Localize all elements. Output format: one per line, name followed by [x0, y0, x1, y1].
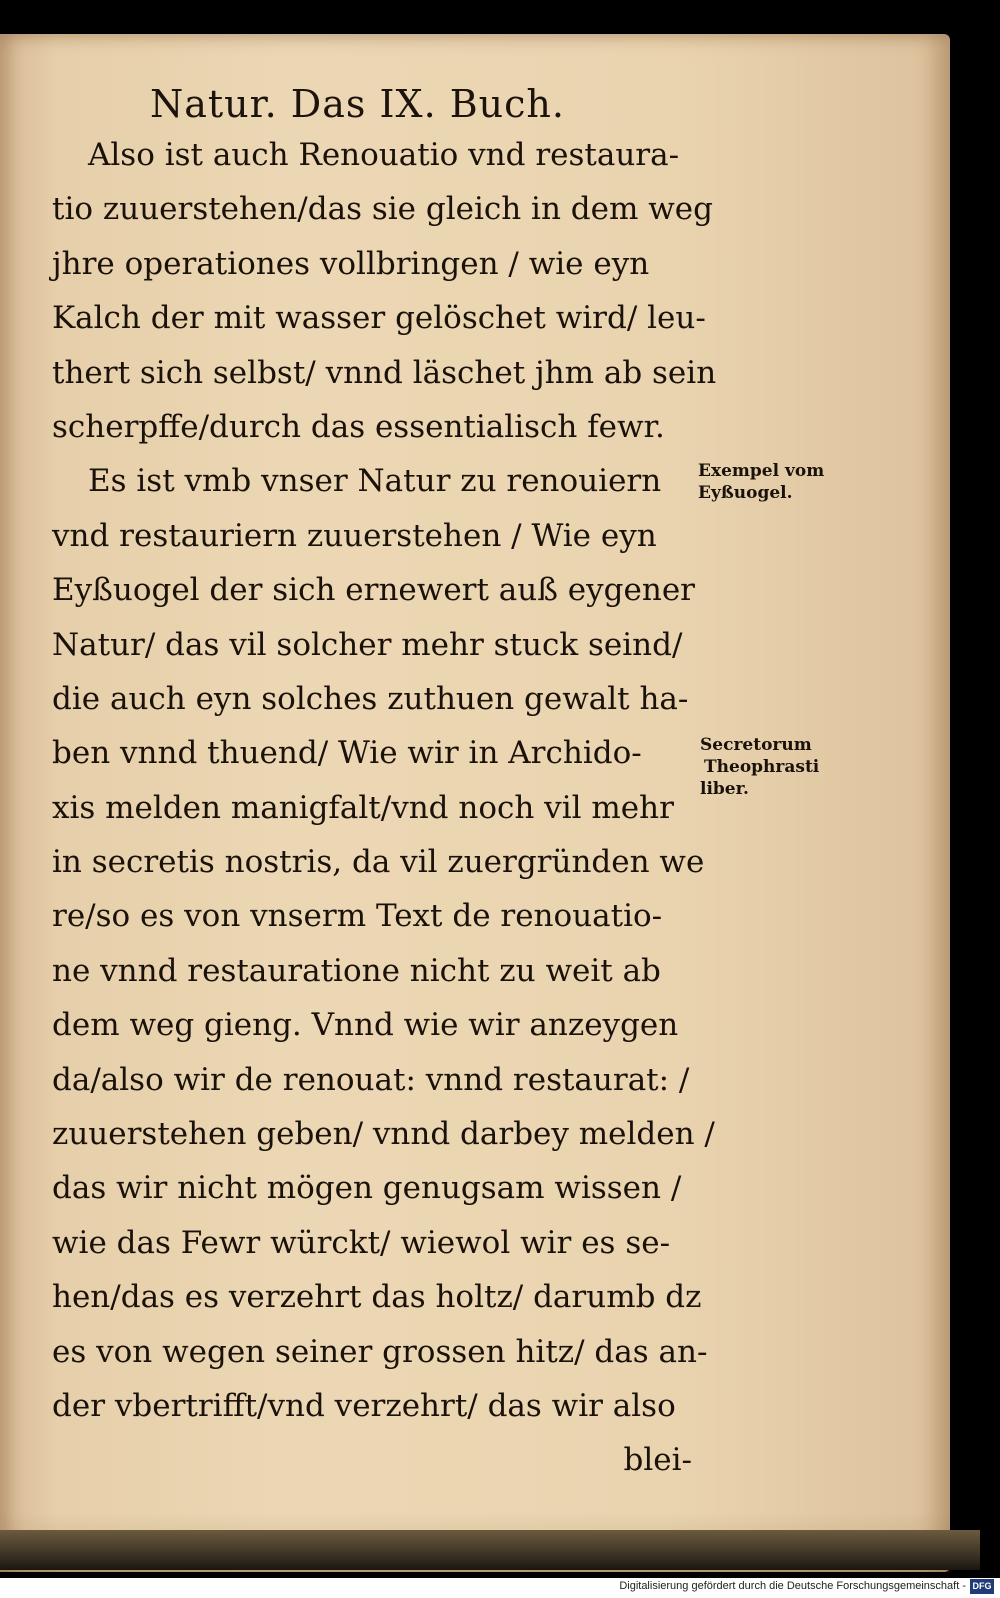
text-line: Natur/ das vil solcher mehr stuck seind/: [52, 626, 683, 663]
text-line: dem weg gieng. Vnnd wie wir anzeygen: [52, 1007, 679, 1044]
text-line: die auch eyn solches zuthuen gewalt ha-: [52, 680, 689, 717]
text-line: thert sich selbst/ vnnd läschet jhm ab sein: [52, 354, 717, 391]
text-line: zuuerstehen geben/ vnnd darbey melden /: [52, 1116, 715, 1153]
text-line: es von wegen seiner grossen hitz/ das an-: [52, 1333, 708, 1370]
marginal-note-secretorum: [700, 734, 819, 800]
text-line: Eyßuogel der sich ernewert auß eygener: [52, 572, 695, 609]
text-line: Kalch der mit wasser gelöschet wird/ leu-: [52, 300, 706, 337]
marginal-note-line: Exempel vom: [698, 461, 825, 481]
body-text: [52, 128, 717, 1488]
text-line: re/so es von vnserm Text de renouatio-: [52, 898, 663, 935]
marginal-note-line: liber.: [700, 779, 749, 799]
funding-credit: Digitalisierung gefördert durch die Deutsche Forschungsgemeinschaft -: [619, 1580, 966, 1592]
page-bottom-edge: [0, 1530, 980, 1570]
text-line: Es ist vmb vnser Natur zu renouiern: [88, 463, 662, 500]
text-line: tio zuuerstehen/das sie gleich in dem weg: [52, 191, 713, 228]
marginal-note-line: Eyßuogel.: [698, 483, 793, 503]
catchword: blei-: [623, 1442, 692, 1479]
text-line: das wir nicht mögen genugsam wissen /: [52, 1170, 682, 1207]
text-line: scherpffe/durch das essentialisch fewr.: [52, 408, 665, 445]
text-line: der vbertrifft/vnd verzehrt/ das wir also: [52, 1387, 676, 1424]
text-line: jhre operationes vollbringen / wie eyn: [52, 245, 650, 282]
dfg-logo: DFG: [970, 1579, 994, 1594]
text-line: ben vnnd thuend/ Wie wir in Archido-: [52, 735, 642, 772]
text-line: vnd restauriern zuuerstehen / Wie eyn: [52, 517, 657, 554]
running-header: Natur. Das IX. Buch.: [150, 82, 565, 126]
text-line: hen/das es verzehrt das holtz/ darumb dz: [52, 1279, 702, 1316]
text-line: ne vnnd restauratione nicht zu weit ab: [52, 952, 661, 989]
text-line: da/also wir de renouat: vnnd restaurat: /: [52, 1061, 690, 1098]
text-line: wie das Fewr würckt/ wiewol wir es se-: [52, 1224, 671, 1261]
text-line: in secretis nostris, da vil zuergründen we: [52, 844, 705, 881]
text-line: Also ist auch Renouatio vnd restaura-: [88, 137, 680, 173]
text-line: xis melden manigfalt/vnd noch vil mehr: [52, 789, 674, 826]
marginal-note-exempel: [698, 460, 824, 504]
marginal-note-line: Theophrasti: [704, 757, 820, 777]
marginal-note-line: Secretorum: [700, 735, 812, 755]
